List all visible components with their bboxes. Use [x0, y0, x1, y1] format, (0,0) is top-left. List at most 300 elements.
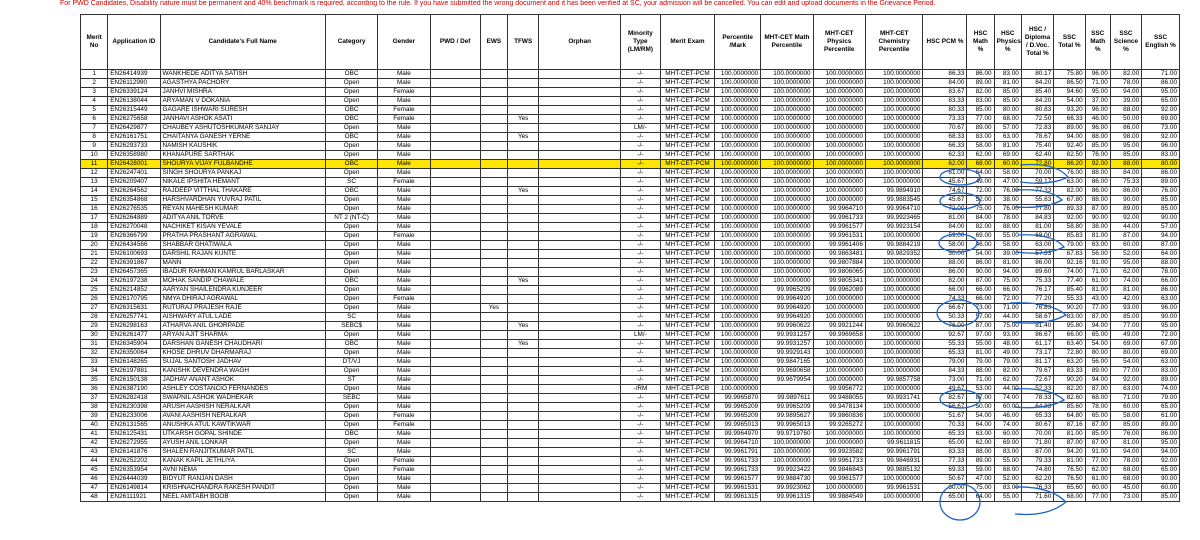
cell-application-id: EN26270048 [108, 223, 160, 232]
cell-cet-math: 99.9679954 [761, 376, 813, 385]
cell-category: Open [325, 475, 377, 484]
cell-category: Open [325, 493, 377, 502]
cell-tfws [507, 124, 538, 133]
cell-merit-no: 21 [81, 250, 108, 259]
cell-category: Open [325, 241, 377, 250]
cell-ssc-total: 89.33 [1054, 205, 1085, 214]
cell-ssc-total: 67.83 [1054, 250, 1085, 259]
cell-merit-no: 20 [81, 241, 108, 250]
cell-hsc-pcm: 82.00 [923, 277, 967, 286]
cell-ssc-total: 66.00 [1054, 331, 1085, 340]
cell-hsc-pcm: 84.33 [923, 367, 967, 376]
column-header-ews: EWS [480, 15, 507, 70]
cell-hsc-pcm: 73.33 [923, 115, 967, 124]
cell-cet-physics: 100.0000000 [813, 133, 865, 142]
cell-hsc-physics: 80.00 [994, 106, 1021, 115]
cell-hsc-pcm: 58.00 [923, 241, 967, 250]
cell-ssc-english: 92.00 [1142, 106, 1180, 115]
cell-hsc-pcm: 83.33 [923, 97, 967, 106]
cell-hsc-physics: 72.00 [994, 295, 1021, 304]
cell-candidate-name: WANKHEDE ADITYA SATISH [160, 70, 325, 79]
cell-cet-physics: 100.0000000 [813, 304, 865, 313]
cell-orphan [539, 106, 621, 115]
cell-merit-no: 14 [81, 187, 108, 196]
cell-ssc-total: 82.50 [1054, 151, 1085, 160]
cell-candidate-name: ATHARVA ANIL GHORPADE [160, 322, 325, 331]
cell-pwd-def [430, 448, 480, 457]
cell-category: OBC [325, 70, 377, 79]
cell-percentile: 100.0000000 [715, 151, 761, 160]
cell-hsc-physics: 39.00 [994, 250, 1021, 259]
cell-merit-no: 28 [81, 313, 108, 322]
cell-ssc-total: 54.00 [1054, 97, 1085, 106]
table-row [81, 151, 1180, 160]
cell-ssc-science: 44.00 [1110, 223, 1141, 232]
cell-ssc-total: 83.00 [1054, 313, 1085, 322]
cell-ssc-math: 76.00 [1085, 151, 1110, 160]
cell-hsc-pcm: 92.67 [923, 331, 967, 340]
cell-category: Open [325, 367, 377, 376]
cell-ssc-total: 58.80 [1054, 223, 1085, 232]
cell-gender: Male [378, 484, 430, 493]
cell-ews [480, 259, 507, 268]
cell-candidate-name: SHOURYA VIJAY FULBANDHE [160, 160, 325, 169]
cell-hsc-math: 55.00 [967, 340, 994, 349]
cell-ews [480, 403, 507, 412]
cell-cet-math: 100.0000000 [761, 223, 813, 232]
cell-pwd-def [430, 151, 480, 160]
cell-hsc-physics: 62.00 [994, 376, 1021, 385]
cell-hsc-physics: 81.00 [994, 79, 1021, 88]
cell-cet-math: 99.9931257 [761, 340, 813, 349]
cell-application-id: EN26150138 [108, 376, 160, 385]
cell-candidate-name: AVANI AASHISH NERALKAR [160, 412, 325, 421]
cell-ews [480, 223, 507, 232]
cell-ssc-total: 55.33 [1054, 295, 1085, 304]
cell-ssc-science: 88.00 [1110, 160, 1141, 169]
cell-ews [480, 151, 507, 160]
cell-hsc-math: 83.00 [967, 133, 994, 142]
cell-application-id: EN26428001 [108, 160, 160, 169]
cell-minority-type: -/- [621, 268, 661, 277]
cell-candidate-name: NEEL AMITABH BOOB [160, 493, 325, 502]
cell-merit-exam: MHT-CET-PCM [660, 439, 714, 448]
cell-cet-physics: 100.0000000 [813, 106, 865, 115]
cell-cet-math: 100.0000000 [761, 79, 813, 88]
cell-hsc-math: 86.00 [967, 70, 994, 79]
cell-merit-exam: MHT-CET-PCM [660, 304, 714, 313]
cell-hsc-total: 84.20 [1021, 97, 1053, 106]
cell-tfws [507, 376, 538, 385]
cell-orphan [539, 124, 621, 133]
column-header-minority-type: Minority Type (LM/RM) [621, 15, 661, 70]
cell-merit-exam: MHT-CET-PCM [660, 106, 714, 115]
cell-category: OBC [325, 160, 377, 169]
cell-ssc-science: 80.00 [1110, 349, 1141, 358]
cell-gender: Male [378, 250, 430, 259]
cell-ssc-science: 84.00 [1110, 169, 1141, 178]
cell-merit-exam: MHT-CET-PCM [660, 232, 714, 241]
cell-pwd-def [430, 259, 480, 268]
column-header-merit-no: Merit No [81, 15, 108, 70]
cell-ssc-total: 90.20 [1054, 376, 1085, 385]
cell-candidate-name: CHAITANYA GANESH YERNE [160, 133, 325, 142]
cell-gender: Male [378, 376, 430, 385]
cell-cet-physics: 99.9969658 [813, 331, 865, 340]
cell-tfws [507, 412, 538, 421]
cell-merit-no: 17 [81, 214, 108, 223]
cell-ssc-english: 76.00 [1142, 187, 1180, 196]
cell-pwd-def [430, 403, 480, 412]
cell-candidate-name: UTKARSH GOPAL SHINDE [160, 430, 325, 439]
cell-ssc-math: 85.00 [1085, 430, 1110, 439]
cell-hsc-math: 89.00 [967, 124, 994, 133]
notice-banner: For PWD Candidates, Disability nature must be permanent and 40% benchmark is required, according to the rule. If you have submitted the wrong document and it has been verified at SC, your admission will be cancelled. You can edit and upload documents in the Grievance Period. [60, 0, 936, 7]
cell-merit-exam: MHT-CET-PCM [660, 88, 714, 97]
cell-cet-physics: 99.9806065 [813, 268, 865, 277]
cell-orphan [539, 133, 621, 142]
cell-ssc-english: 95.00 [1142, 322, 1180, 331]
cell-percentile: 100.0000000 [715, 214, 761, 223]
cell-ssc-science: 75.33 [1110, 178, 1141, 187]
cell-ssc-total: 74.00 [1054, 268, 1085, 277]
cell-minority-type: -/- [621, 160, 661, 169]
cell-merit-exam: MHT-CET-PCM [660, 331, 714, 340]
table-row [81, 160, 1180, 169]
cell-minority-type: -/- [621, 430, 661, 439]
cell-cet-chemistry: 99.9885132 [865, 466, 923, 475]
cell-percentile: 99.9961791 [715, 448, 761, 457]
cell-percentile: 99.9964710 [715, 439, 761, 448]
cell-tfws [507, 286, 538, 295]
cell-hsc-total: 79.67 [1021, 367, 1053, 376]
cell-cet-chemistry: 100.0000000 [865, 340, 923, 349]
cell-percentile: 100.0000000 [715, 223, 761, 232]
cell-ssc-english: 90.00 [1142, 214, 1180, 223]
cell-cet-math: 99.9923062 [761, 484, 813, 493]
cell-tfws [507, 223, 538, 232]
cell-ssc-science: 60.00 [1110, 241, 1141, 250]
cell-orphan [539, 475, 621, 484]
cell-orphan [539, 349, 621, 358]
cell-pwd-def [430, 115, 480, 124]
cell-orphan [539, 466, 621, 475]
cell-cet-physics: 100.0000000 [813, 115, 865, 124]
cell-merit-exam: MHT-CET-PCM [660, 349, 714, 358]
cell-cet-chemistry: 99.9931741 [865, 394, 923, 403]
cell-merit-no: 39 [81, 412, 108, 421]
cell-percentile: 100.0000000 [715, 142, 761, 151]
cell-category: Open [325, 232, 377, 241]
cell-hsc-total: 59.17 [1021, 178, 1053, 187]
cell-hsc-math: 75.00 [967, 205, 994, 214]
cell-category: SC [325, 313, 377, 322]
cell-percentile: 100.0000000 [715, 115, 761, 124]
cell-hsc-pcm: 84.00 [923, 223, 967, 232]
merit-list-sheet [80, 14, 1180, 502]
cell-ews [480, 475, 507, 484]
column-header-category: Category [325, 15, 377, 70]
cell-ssc-english: 90.00 [1142, 313, 1180, 322]
cell-minority-type: -/- [621, 448, 661, 457]
cell-cet-physics: 99.9962089 [813, 286, 865, 295]
cell-hsc-total: 78.33 [1021, 394, 1053, 403]
cell-merit-no: 41 [81, 430, 108, 439]
cell-orphan [539, 313, 621, 322]
header-row [81, 15, 1180, 70]
cell-cet-physics: 100.0000000 [813, 439, 865, 448]
cell-candidate-name: ASHLEY COSTANCIO FERNANDES [160, 385, 325, 394]
cell-cet-physics: 99.9805341 [813, 277, 865, 286]
cell-ews [480, 178, 507, 187]
cell-minority-type: -/- [621, 196, 661, 205]
cell-ssc-total: 68.00 [1054, 493, 1085, 502]
cell-orphan [539, 142, 621, 151]
cell-ews [480, 160, 507, 169]
cell-pwd-def [430, 412, 480, 421]
cell-gender: Male [378, 187, 430, 196]
cell-ews [480, 376, 507, 385]
cell-orphan [539, 169, 621, 178]
cell-pwd-def [430, 313, 480, 322]
cell-orphan [539, 340, 621, 349]
cell-ssc-science: 81.00 [1110, 286, 1141, 295]
cell-minority-type: -/- [621, 304, 661, 313]
column-header-cet-math: MHT-CET Math Percentile [761, 15, 813, 70]
cell-tfws [507, 448, 538, 457]
cell-cet-math: 100.0000000 [761, 151, 813, 160]
cell-merit-no: 34 [81, 367, 108, 376]
cell-application-id: EN26282418 [108, 394, 160, 403]
cell-hsc-math: 57.00 [967, 313, 994, 322]
cell-hsc-physics: 69.00 [994, 439, 1021, 448]
cell-pwd-def [430, 169, 480, 178]
cell-hsc-total: 80.83 [1021, 106, 1053, 115]
table-row [81, 142, 1180, 151]
cell-hsc-pcm: 83.67 [923, 88, 967, 97]
cell-merit-no: 46 [81, 475, 108, 484]
cell-pwd-def [430, 457, 480, 466]
cell-category: OBC [325, 430, 377, 439]
cell-tfws [507, 88, 538, 97]
cell-cet-physics: 100.0000000 [813, 169, 865, 178]
cell-pwd-def [430, 277, 480, 286]
cell-percentile: 100.0000000 [715, 133, 761, 142]
cell-category: SC [325, 178, 377, 187]
cell-ssc-science: 86.00 [1110, 124, 1141, 133]
cell-hsc-total: 78.67 [1021, 133, 1053, 142]
cell-ssc-math: 96.00 [1085, 106, 1110, 115]
cell-cet-chemistry: 100.0000000 [865, 385, 923, 394]
cell-ssc-total: 89.00 [1054, 124, 1085, 133]
cell-candidate-name: KANISHK DEVENDRA WAGH [160, 367, 325, 376]
cell-tfws [507, 385, 538, 394]
cell-cet-math: 100.0000000 [761, 97, 813, 106]
cell-hsc-pcm: 45.67 [923, 178, 967, 187]
table-row [81, 79, 1180, 88]
cell-cet-chemistry: 100.0000000 [865, 286, 923, 295]
cell-percentile: 100.0000000 [715, 295, 761, 304]
cell-cet-math [761, 385, 813, 394]
cell-percentile: 100.0000000 [715, 277, 761, 286]
cell-hsc-physics: 44.00 [994, 313, 1021, 322]
cell-hsc-pcm: 80.00 [923, 484, 967, 493]
cell-hsc-physics: 81.00 [994, 259, 1021, 268]
cell-hsc-total: 68.00 [1021, 232, 1053, 241]
cell-category: Open [325, 439, 377, 448]
cell-orphan [539, 439, 621, 448]
cell-ews: Yes [480, 304, 507, 313]
cell-pwd-def [430, 295, 480, 304]
cell-pwd-def [430, 340, 480, 349]
cell-ssc-total: 75.80 [1054, 70, 1085, 79]
cell-cet-physics: 100.0000000 [813, 196, 865, 205]
merit-list-table [80, 14, 1180, 502]
cell-hsc-math: 89.00 [967, 79, 994, 88]
cell-hsc-pcm: 86.00 [923, 268, 967, 277]
cell-gender: Female [378, 421, 430, 430]
cell-ssc-science: 85.00 [1110, 151, 1141, 160]
cell-ssc-english: 71.00 [1142, 70, 1180, 79]
cell-percentile: 99.9965209 [715, 403, 761, 412]
table-row [81, 421, 1180, 430]
cell-hsc-total: 72.50 [1021, 115, 1053, 124]
cell-hsc-math: 66.00 [967, 286, 994, 295]
cell-merit-no: 16 [81, 205, 108, 214]
cell-tfws [507, 439, 538, 448]
cell-pwd-def [430, 268, 480, 277]
cell-ssc-math: 87.00 [1085, 313, 1110, 322]
cell-candidate-name: AYUSH ANIL LONKAR [160, 439, 325, 448]
cell-candidate-name: PRATHA PRASHANT AGRAWAL [160, 232, 325, 241]
cell-category: Open [325, 196, 377, 205]
cell-cet-math: 100.0000000 [761, 457, 813, 466]
cell-ssc-science: 94.00 [1110, 88, 1141, 97]
cell-category: Open [325, 286, 377, 295]
cell-ssc-english: 85.00 [1142, 205, 1180, 214]
table-row [81, 250, 1180, 259]
cell-merit-exam: MHT-CET-PCM [660, 448, 714, 457]
cell-cet-chemistry: 100.0000000 [865, 151, 923, 160]
cell-category: Open [325, 403, 377, 412]
table-row [81, 97, 1180, 106]
cell-minority-type: -/- [621, 439, 661, 448]
cell-ssc-science: 63.00 [1110, 385, 1141, 394]
cell-orphan [539, 385, 621, 394]
cell-minority-type: -/- [621, 358, 661, 367]
cell-pwd-def [430, 322, 480, 331]
cell-merit-no: 45 [81, 466, 108, 475]
cell-ssc-total: 85.40 [1054, 286, 1085, 295]
cell-percentile: 100.0000000 [715, 367, 761, 376]
cell-tfws: Yes [507, 322, 538, 331]
cell-ssc-math: 81.00 [1085, 286, 1110, 295]
cell-ssc-english: 63.00 [1142, 295, 1180, 304]
cell-cet-chemistry: 100.0000000 [865, 70, 923, 79]
cell-ews [480, 169, 507, 178]
column-header-ssc-math: SSC Math % [1085, 15, 1110, 70]
cell-hsc-physics: 60.00 [994, 403, 1021, 412]
cell-orphan [539, 358, 621, 367]
cell-hsc-pcm: 62.00 [923, 160, 967, 169]
cell-candidate-name: GAGARE ISHWARI SURESH [160, 106, 325, 115]
cell-orphan [539, 250, 621, 259]
cell-gender: Male [378, 142, 430, 151]
cell-category: Open [325, 250, 377, 259]
cell-pwd-def [430, 97, 480, 106]
cell-ssc-math: 68.00 [1085, 394, 1110, 403]
cell-ssc-total: 66.33 [1054, 115, 1085, 124]
cell-ssc-english: 86.00 [1142, 79, 1180, 88]
cell-category: Open [325, 466, 377, 475]
cell-ssc-science: 78.00 [1110, 79, 1141, 88]
cell-hsc-total: 81.17 [1021, 358, 1053, 367]
cell-hsc-math: 71.00 [967, 376, 994, 385]
cell-cet-math: 100.0000000 [761, 196, 813, 205]
cell-orphan [539, 412, 621, 421]
cell-cet-math: 100.0000000 [761, 241, 813, 250]
cell-cet-chemistry: 100.0000000 [865, 331, 923, 340]
cell-ssc-science: 95.00 [1110, 142, 1141, 151]
table-row [81, 439, 1180, 448]
cell-tfws [507, 241, 538, 250]
cell-merit-no: 13 [81, 178, 108, 187]
cell-cet-math: 99.9931257 [761, 331, 813, 340]
cell-ssc-science: 76.00 [1110, 430, 1141, 439]
cell-orphan [539, 286, 621, 295]
cell-tfws [507, 304, 538, 313]
cell-tfws [507, 79, 538, 88]
cell-ssc-total: 77.40 [1054, 277, 1085, 286]
cell-cet-chemistry: 100.0000000 [865, 349, 923, 358]
cell-ssc-math: 89.00 [1085, 367, 1110, 376]
cell-merit-no: 47 [81, 484, 108, 493]
table-row [81, 331, 1180, 340]
cell-hsc-pcm: 74.33 [923, 295, 967, 304]
cell-percentile: 100.0000000 [715, 70, 761, 79]
cell-pwd-def [430, 70, 480, 79]
cell-gender: Male [378, 322, 430, 331]
cell-cet-math: 99.9964920 [761, 313, 813, 322]
cell-gender: Male [378, 223, 430, 232]
cell-cet-physics: 100.0000000 [813, 349, 865, 358]
cell-ssc-math: 80.00 [1085, 349, 1110, 358]
cell-ssc-math: 87.00 [1085, 421, 1110, 430]
cell-hsc-math: 49.00 [967, 178, 994, 187]
table-row [81, 214, 1180, 223]
cell-ssc-math: 87.00 [1085, 385, 1110, 394]
cell-percentile: 100.0000000 [715, 259, 761, 268]
column-header-merit-exam: Merit Exam [660, 15, 714, 70]
cell-ews [480, 484, 507, 493]
cell-ews [480, 358, 507, 367]
cell-application-id: EN26414939 [108, 70, 160, 79]
cell-orphan [539, 295, 621, 304]
cell-merit-no: 2 [81, 79, 108, 88]
cell-gender: Male [378, 394, 430, 403]
cell-gender: Male [378, 169, 430, 178]
cell-candidate-name: ANUSHKA ATUL KAWTIKWAR [160, 421, 325, 430]
column-header-ssc-english: SSC English % [1142, 15, 1180, 70]
cell-cet-math: 99.9719760 [761, 430, 813, 439]
cell-cet-physics: 100.0000000 [813, 151, 865, 160]
cell-candidate-name: DARSHAN GANESH CHAUDHARI [160, 340, 325, 349]
cell-application-id: EN26345904 [108, 340, 160, 349]
cell-cet-chemistry: 100.0000000 [865, 304, 923, 313]
cell-tfws [507, 331, 538, 340]
cell-candidate-name: CHAUBEY ASHUTOSHKUMAR SANJAY [160, 124, 325, 133]
cell-hsc-physics: 69.00 [994, 151, 1021, 160]
